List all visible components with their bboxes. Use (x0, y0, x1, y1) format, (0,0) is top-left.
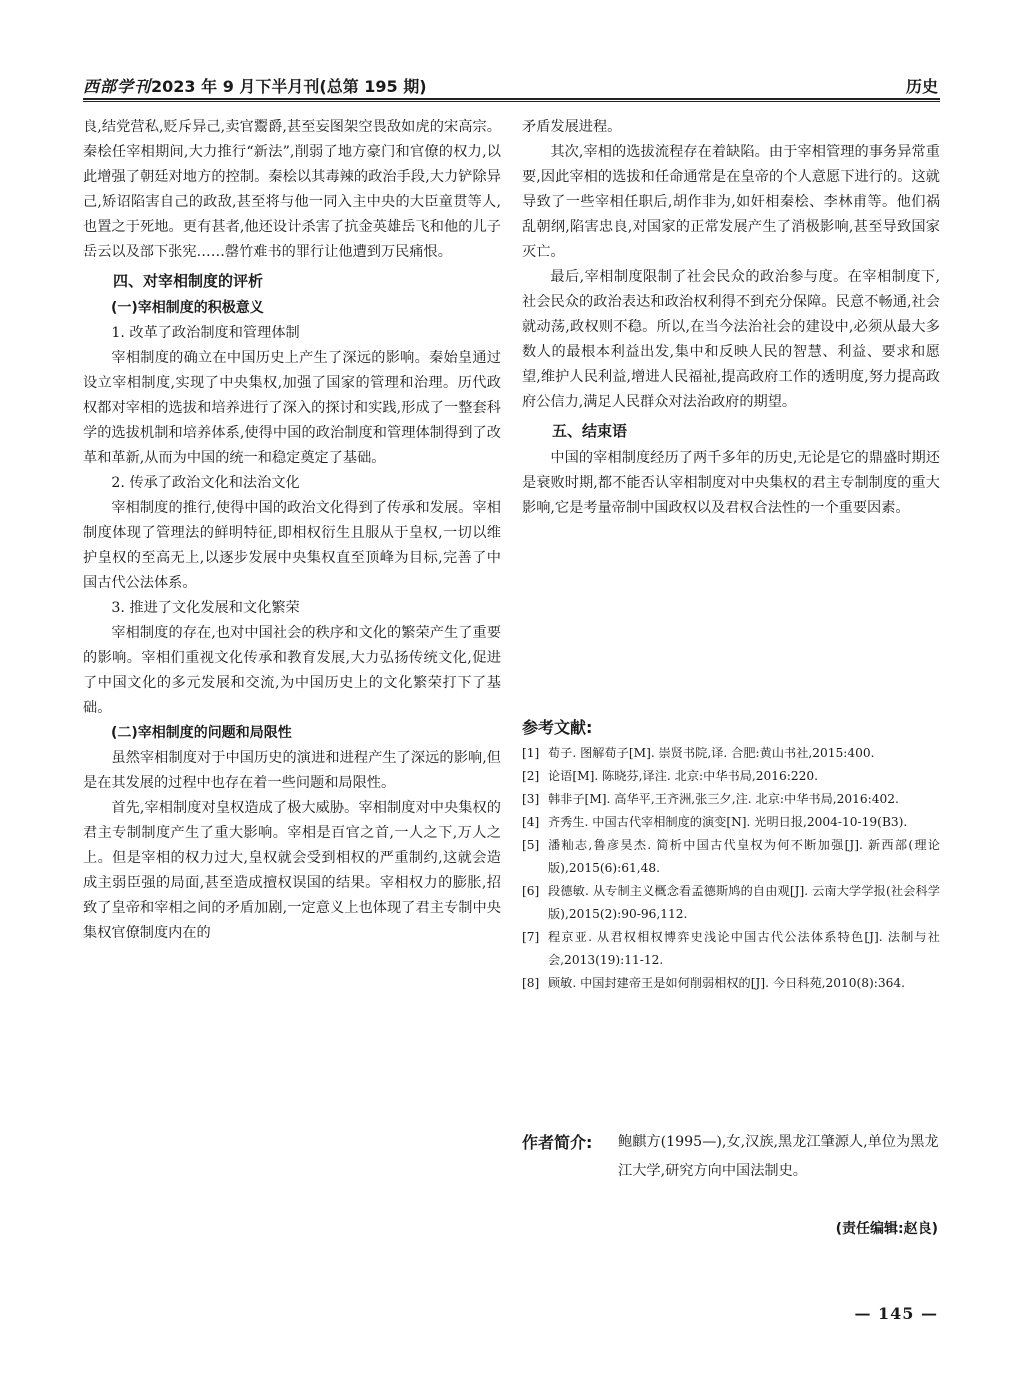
reference-item: [5] 潘籼志,鲁彦昊杰. 简析中国古代皇权为何不断加强[J]. 新西部(理论版),2015(6):61,48. (522, 838, 940, 875)
author-bio (522, 1128, 940, 1186)
paragraph: 其次,宰相的选拔流程存在着缺陷。由于宰相管理的事务异常重要,因此宰相的选拔和任命通常是在皇帝的个人意愿下进行的。这就导致了一些宰相任职后,胡作非为,如奸相秦桧、李林甫等。他们祸乱朝纲,陷害忠良,对国家的正常发展产生了消极影响,甚至导致国家灭亡。 (522, 144, 940, 260)
paragraph: 首先,宰相制度对皇权造成了极大威胁。宰相制度对中央集权的君主专制制度产生了重大影响。宰相是百官之首,一人之下,万人之上。但是宰相的权力过大,皇权就会受到相权的严重制约,这就会造成主弱臣强的局面,甚至造成擅权误国的结果。宰相权力的膨胀,招致了皇帝和宰相之间的矛盾加剧,一定意义上也体现了君主专制中央集权官僚制度内在的 (83, 800, 501, 941)
item-heading-2: 2. 传承了政治文化和法治文化 (111, 475, 300, 491)
left-column (83, 115, 501, 946)
reference-item: [4] 齐秀生. 中国古代宰相制度的演变[N]. 光明日报,2004-10-19(B3). (522, 815, 908, 829)
paragraph: 虽然宰相制度对于中国历史的演进和进程产生了深远的影响,但是在其发展的过程中也存在着一些问题和局限性。 (83, 750, 501, 791)
subsection-heading-positive: (一)宰相制度的积极意义 (111, 300, 264, 316)
editor-credit: (责任编辑:赵良) (835, 1221, 938, 1237)
header-rule-thin (83, 101, 940, 102)
section-heading-4: 四、对宰相制度的评析 (113, 272, 264, 290)
running-header (83, 72, 940, 96)
journal-logo: 西部学刊 (83, 77, 152, 96)
reference-item: [2] 论语[M]. 陈晓芬,译注. 北京:中华书局,2016:220. (522, 769, 819, 783)
item-heading-3: 3. 推进了文化发展和文化繁荣 (111, 600, 300, 616)
paragraph: 最后,宰相制度限制了社会民众的政治参与度。在宰相制度下,社会民众的政治表达和政治权利得不到充分保障。民意不畅通,社会就动荡,政权则不稳。所以,在当今法治社会的建设中,必须从最大多数人的最根本利益出发,集中和反映人民的智慧、利益、要求和愿望,维护人民利益,增进人民福祉,提高政府工作的透明度,努力提高政府公信力,满足人民群众对法治政府的期望。 (522, 269, 940, 410)
paragraph: 宰相制度的存在,也对中国社会的秩序和文化的繁荣产生了重要的影响。宰相们重视文化传承和教育发展,大力弘扬传统文化,促进了中国文化的多元发展和交流,为中国历史上的文化繁荣打下了基础。 (83, 625, 501, 716)
references-title: 参考文献: (522, 718, 593, 737)
journal-issue: 2023 年 9 月下半月刊(总第 195 期) (151, 77, 427, 96)
reference-list (522, 742, 940, 995)
paragraph: 矛盾发展进程。 (522, 119, 622, 135)
reference-item: [3] 韩非子[M]. 高华平,王齐洲,张三夕,注. 北京:中华书局,2016:402. (522, 792, 899, 806)
paragraph: 中国的宰相制度经历了两千多年的历史,无论是它的鼎盛时期还是衰败时期,都不能否认宰相制度对中央集权的君主专制制度的重大影响,它是考量帝制中国政权以及君权合法性的一个重要因素。 (522, 450, 940, 516)
subsection-heading-negative: (二)宰相制度的问题和局限性 (111, 725, 292, 741)
paragraph: 宰相制度的推行,使得中国的政治文化得到了传承和发展。宰相制度体现了管理法的鲜明特征,即相权衍生且服从于皇权,一切以维护皇权的至高无上,以逐步发展中央集权直至顶峰为目标,完善了中国古代公法体系。 (83, 500, 501, 591)
reference-item: [1] 荀子. 图解荀子[M]. 崇贤书院,译. 合肥:黄山书社,2015:400. (522, 746, 875, 760)
reference-item: [7] 程京亚. 从君权相权博弈史浅论中国古代公法体系特色[J]. 法制与社会,2013(19):11-12. (522, 930, 940, 967)
author-text: 鲍麒方(1995—),女,汉族,黑龙江肇源人,单位为黑龙江大学,研究方向中国法制史。 (618, 1134, 939, 1179)
page-number: — 145 — (854, 1304, 938, 1323)
item-heading-1: 1. 改革了政治制度和管理体制 (111, 325, 300, 341)
header-rule-thick (83, 98, 940, 100)
author-label: 作者简介: (522, 1133, 593, 1152)
reference-item: [6] 段德敏. 从专制主义概念看孟德斯鸠的自由观[J]. 云南大学学报(社会科学版),2015(2):90-96,112. (522, 884, 940, 921)
section-heading-5: 五、结束语 (552, 422, 628, 440)
reference-item: [8] 顾敏. 中国封建帝王是如何削弱相权的[J]. 今日科苑,2010(8):364. (522, 976, 906, 990)
section-label: 历史 (905, 77, 938, 96)
paragraph: 良,结党营私,贬斥异己,卖官鬻爵,甚至妄图架空畏敌如虎的宋高宗。秦桧任宰相期间,大力推行“新法”,削弱了地方豪门和官僚的权力,以此增强了朝廷对地方的控制。秦桧以其毒辣的政治手段,大力铲除异己,矫诏陷害自己的政敌,甚至将与他一同入主中央的大臣童贯等人,也置之于死地。更有甚者,他还设计杀害了抗金英雄岳飞和他的儿子岳云以及部下张宪……罄竹难书的罪行让他遭到万民痛恨。 (83, 119, 501, 260)
journal-title (83, 74, 427, 97)
paragraph: 宰相制度的确立在中国历史上产生了深远的影响。秦始皇通过设立宰相制度,实现了中央集权,加强了国家的管理和治理。历代政权都对宰相的选拔和培养进行了深入的探讨和实践,形成了一整套科学的选拔机制和培养体系,使得中国的政治制度和管理体制得到了改革和革新,从而为中国的统一和稳定奠定了基础。 (83, 350, 501, 466)
right-column (522, 115, 940, 521)
